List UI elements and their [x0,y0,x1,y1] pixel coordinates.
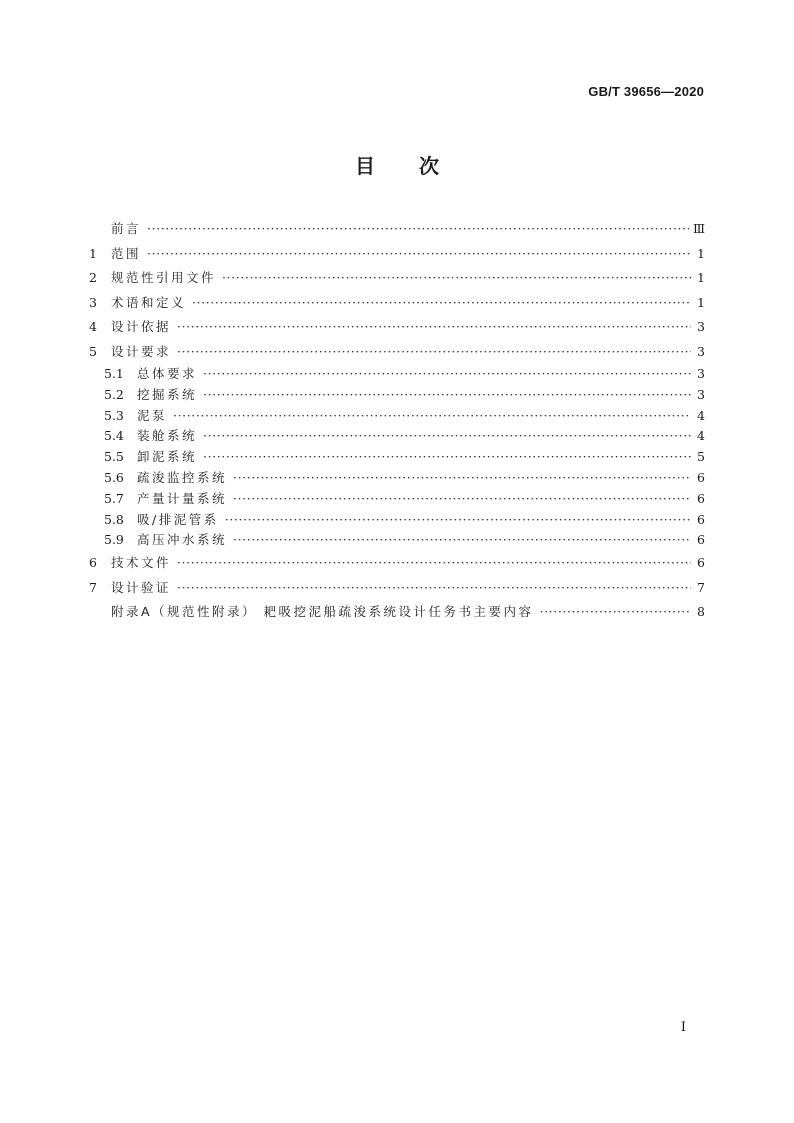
toc-dot-leader [203,385,691,406]
toc-entry-number: 1 [89,245,97,261]
toc-entry-number: 5.5 [104,449,124,465]
toc-entry-number: 5.2 [104,386,124,402]
toc-entry-title: 附录A（规范性附录） 耙吸挖泥船疏浚系统设计任务书主要内容 [111,604,534,620]
toc-dot-leader [177,551,691,576]
toc-entry[interactable] [89,315,705,340]
toc-entry[interactable] [89,406,705,427]
toc-entry-title: 设计验证 [111,579,172,595]
toc-entry-title: 技术文件 [111,555,172,571]
toc-entry-page: 3 [697,386,705,402]
toc-entry-title: 卸泥系统 [137,449,198,465]
toc-entry-title: 疏浚监控系统 [137,469,228,485]
toc-entry-title: 装舱系统 [137,428,198,444]
toc-dot-leader [233,468,691,489]
toc-entry-title: 挖掘系统 [137,386,198,402]
toc-entry-page: 3 [697,343,705,359]
toc-entry-page: 6 [697,555,705,571]
toc-dot-leader [177,340,691,365]
toc-entry-number: 7 [89,579,97,595]
toc-entry-page: 3 [697,319,705,334]
toc-entry-title: 泥泵 [137,407,168,423]
toc-dot-leader [233,489,691,510]
toc-entry-page: 6 [697,532,705,548]
toc-entry-page: 3 [697,366,705,381]
toc-entry[interactable] [89,576,705,601]
toc-entry[interactable] [89,217,705,242]
toc-entry-title: 规范性引用文件 [111,270,217,285]
toc-entry-title: 设计要求 [111,343,172,359]
toc-entry-number: 5.3 [104,407,124,423]
standard-code: GB/T 39656—2020 [588,84,704,99]
toc-dot-leader [225,510,691,531]
toc-entry-title: 前言 [111,221,142,236]
toc-entry[interactable] [89,600,705,625]
toc-entry-page: 1 [697,294,705,310]
toc-dot-leader [173,406,691,427]
toc-entry-number: 2 [89,270,97,285]
table-of-contents [89,217,705,625]
toc-dot-leader [147,242,691,267]
toc-entry[interactable] [89,447,705,468]
page-title: 目次 [355,154,483,178]
toc-entry-title: 总体要求 [137,366,198,381]
page-number: Ⅰ [680,1020,686,1035]
toc-entry-title: 吸/排泥管系 [137,511,219,527]
toc-entry-page: Ⅲ [692,221,705,236]
toc-dot-leader [540,600,691,625]
toc-entry-page: 1 [697,270,705,285]
toc-entry[interactable] [89,364,705,385]
toc-entry-title: 范围 [111,245,142,261]
toc-dot-leader [147,217,689,242]
toc-entry[interactable] [89,426,705,447]
toc-entry-number: 5 [89,343,97,359]
toc-entry-page: 4 [697,428,705,444]
toc-entry-page: 7 [697,579,705,595]
toc-entry-number: 6 [89,555,97,571]
toc-entry-page: 4 [697,407,705,423]
toc-dot-leader [203,447,691,468]
toc-dot-leader [203,364,691,385]
toc-dot-leader [203,426,691,447]
toc-entry[interactable] [89,551,705,576]
toc-entry-page: 1 [697,245,705,261]
toc-entry-number: 5.6 [104,469,124,485]
toc-entry[interactable] [89,266,705,291]
toc-entry-title: 设计依据 [111,319,172,334]
toc-entry-page: 6 [697,511,705,527]
toc-entry-page: 6 [697,490,705,506]
toc-entry-page: 5 [697,449,705,465]
toc-entry-number: 4 [89,319,97,334]
toc-entry-number: 5.8 [104,511,124,527]
toc-entry-title: 术语和定义 [111,294,187,310]
toc-entry[interactable] [89,489,705,510]
toc-dot-leader [177,315,691,340]
toc-entry-title: 高压冲水系统 [137,532,228,548]
toc-entry[interactable] [89,510,705,531]
toc-dot-leader [177,576,691,601]
toc-entry[interactable] [89,340,705,365]
toc-entry-number: 5.9 [104,532,124,548]
toc-entry-number: 5.1 [104,366,124,381]
toc-entry-page: 8 [697,604,705,620]
toc-entry[interactable] [89,242,705,267]
toc-entry-number: 5.7 [104,490,124,506]
toc-entry[interactable] [89,530,705,551]
toc-dot-leader [233,530,691,551]
toc-entry-title: 产量计量系统 [137,490,228,506]
toc-entry-number: 3 [89,294,97,310]
toc-entry[interactable] [89,468,705,489]
toc-entry[interactable] [89,291,705,316]
toc-dot-leader [222,266,691,291]
toc-entry-page: 6 [697,469,705,485]
toc-dot-leader [192,291,691,316]
toc-entry[interactable] [89,385,705,406]
toc-entry-number: 5.4 [104,428,124,444]
